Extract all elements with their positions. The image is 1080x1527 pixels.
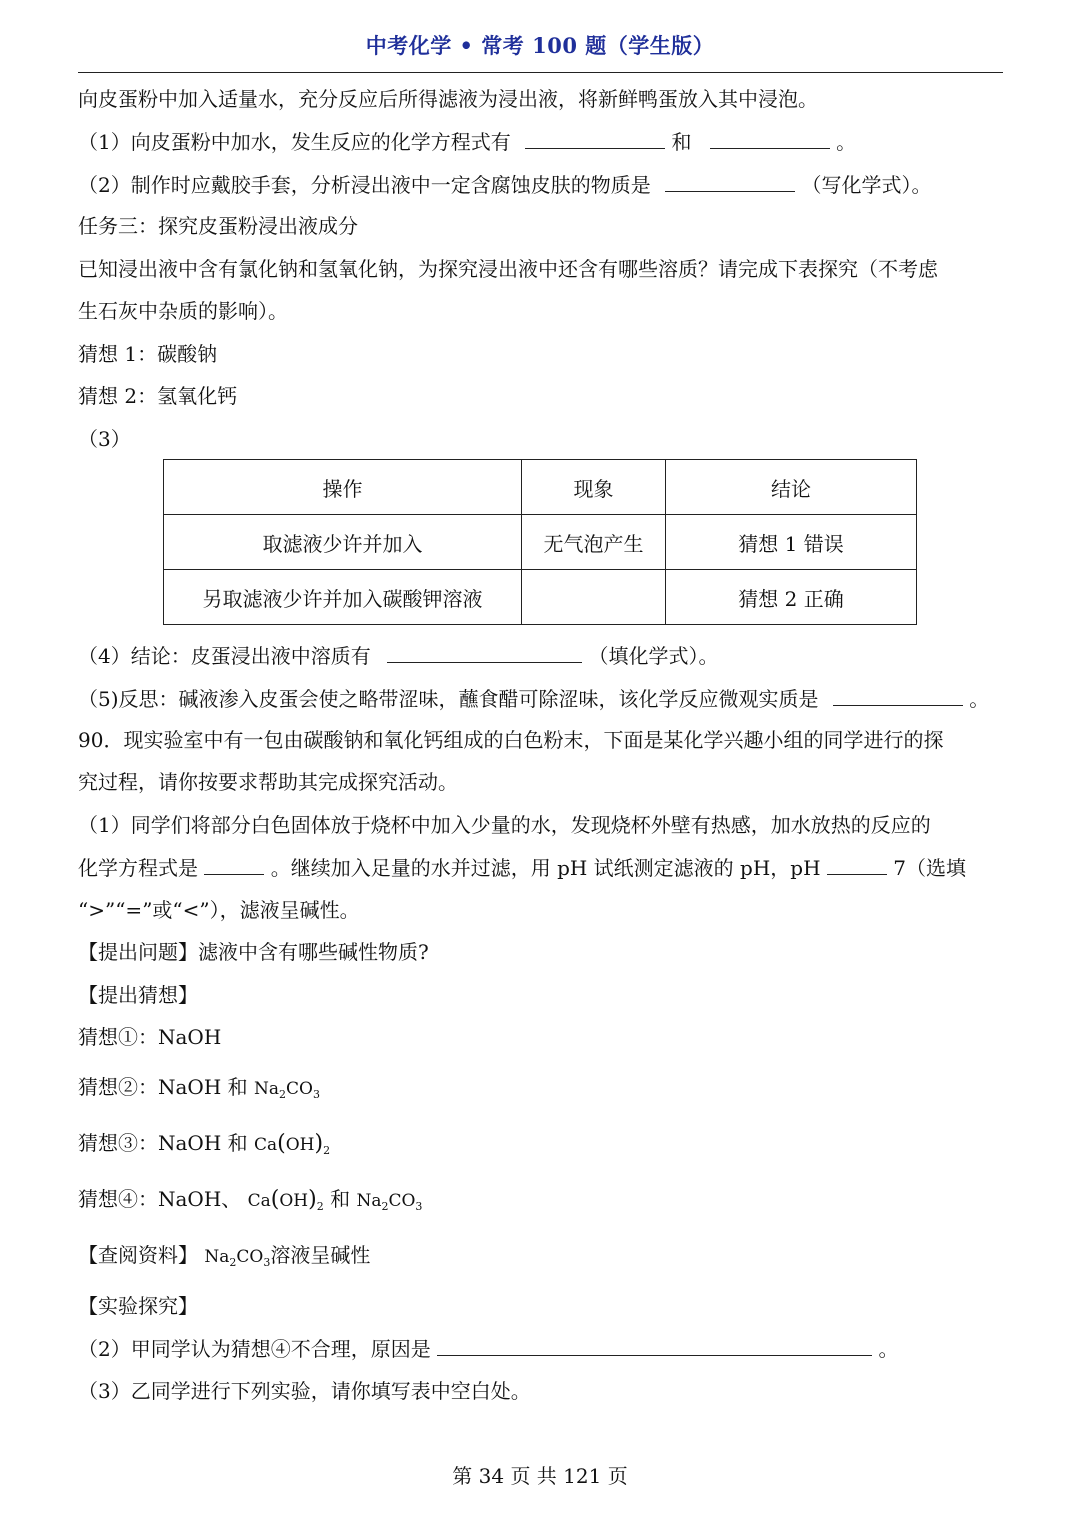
table-row bbox=[164, 570, 917, 625]
formula-part: Na bbox=[204, 1247, 230, 1267]
question-text: 。 bbox=[878, 1337, 899, 1361]
table-row bbox=[164, 515, 917, 570]
table-cell: 无气泡产生 bbox=[522, 515, 666, 570]
hypothesis-text: 和 bbox=[330, 1187, 351, 1211]
formula-part: Ca bbox=[247, 1191, 271, 1211]
paragraph-line: 向皮蛋粉中加入适量水，充分反应后所得滤液为浸出液，将新鲜鸭蛋放入其中浸泡。 bbox=[78, 87, 818, 111]
question-5 bbox=[78, 685, 989, 712]
formula-caoh2 bbox=[253, 1131, 331, 1157]
question-text: （2）甲同学认为猜想④不合理，原因是 bbox=[78, 1337, 431, 1361]
reference-line bbox=[78, 1242, 370, 1276]
hypothesis-text: 猜想④：NaOH、 bbox=[78, 1187, 242, 1211]
question-text: 和 bbox=[671, 130, 692, 154]
formula-paren: ( bbox=[270, 1187, 280, 1212]
answer-blank[interactable] bbox=[827, 854, 887, 875]
formula-subscript: 2 bbox=[323, 1144, 331, 1157]
section-heading: 【提出问题】滤液中含有哪些碱性物质? bbox=[78, 940, 429, 964]
answer-blank[interactable] bbox=[387, 642, 582, 663]
answer-blank[interactable] bbox=[833, 685, 963, 706]
formula-part: Na bbox=[253, 1079, 279, 1099]
formula-subscript: 2 bbox=[279, 1088, 286, 1101]
formula-part: CO bbox=[388, 1191, 416, 1211]
answer-blank[interactable] bbox=[204, 854, 264, 875]
formula-subscript: 3 bbox=[312, 1088, 320, 1101]
hypothesis-line: 猜想①：NaOH bbox=[78, 1025, 222, 1049]
question-1 bbox=[78, 128, 856, 155]
answer-blank[interactable] bbox=[525, 128, 665, 149]
question-3: （3） bbox=[78, 427, 131, 451]
question-2 bbox=[78, 171, 931, 198]
formula-na2co3 bbox=[356, 1191, 422, 1211]
question-90-2 bbox=[78, 1335, 898, 1362]
formula-part: Ca bbox=[253, 1135, 278, 1155]
section-heading: 【提出猜想】 bbox=[78, 983, 198, 1007]
reference-text: 溶液呈碱性 bbox=[270, 1243, 371, 1267]
table-cell: 猜想 2 正确 bbox=[666, 570, 917, 625]
hypothesis-line bbox=[78, 1130, 330, 1164]
question-text: （填化学式）。 bbox=[588, 644, 719, 668]
page-footer: 第 34 页 共 121 页 bbox=[452, 1464, 628, 1488]
table-cell: 另取滤液少许并加入碳酸钾溶液 bbox=[164, 570, 522, 625]
table-header-cell: 现象 bbox=[522, 460, 666, 515]
formula-caoh2 bbox=[247, 1187, 324, 1213]
experiment-table bbox=[163, 459, 917, 625]
formula-subscript: 3 bbox=[415, 1200, 423, 1213]
formula-part: OH bbox=[279, 1191, 309, 1211]
formula-part: Na bbox=[356, 1191, 382, 1211]
guess-line: 猜想 1：碳酸钠 bbox=[78, 342, 218, 366]
question-text: （写化学式）。 bbox=[801, 173, 932, 197]
section-heading: 【实验探究】 bbox=[78, 1294, 198, 1318]
question-text: 7（选填 bbox=[893, 856, 966, 880]
question-text: （2）制作时应戴胶手套，分析浸出液中一定含腐蚀皮肤的物质是 bbox=[78, 173, 651, 197]
question-text: 。 bbox=[969, 687, 990, 711]
formula-part: CO bbox=[236, 1247, 264, 1267]
table-header-cell: 结论 bbox=[666, 460, 917, 515]
question-text: （5)反思：碱液渗入皮蛋会使之略带涩味，蘸食醋可除涩味，该化学反应微观实质是 bbox=[78, 687, 819, 711]
question-text: （4）结论：皮蛋浸出液中溶质有 bbox=[78, 644, 371, 668]
guess-line: 猜想 2：氢氧化钙 bbox=[78, 384, 238, 408]
paragraph-line: “>”“=”或“<”），滤液呈碱性。 bbox=[78, 898, 360, 922]
hypothesis-text: 猜想②：NaOH 和 bbox=[78, 1075, 248, 1099]
reference-heading: 【查阅资料】 bbox=[78, 1243, 198, 1267]
paragraph-line: （1）同学们将部分白色固体放于烧杯中加入少量的水，发现烧杯外壁有热感，加水放热的反应的 bbox=[78, 813, 931, 837]
formula-subscript: 2 bbox=[316, 1200, 324, 1213]
hypothesis-text: 猜想③：NaOH 和 bbox=[78, 1131, 248, 1155]
formula-part: CO bbox=[286, 1079, 313, 1099]
paragraph-line: 已知浸出液中含有氯化钠和氢氧化钠，为探究浸出液中还含有哪些溶质？请完成下表探究（不考虑 bbox=[78, 257, 938, 281]
question-text: 化学方程式是 bbox=[78, 856, 198, 880]
hypothesis-line bbox=[78, 1074, 320, 1108]
paragraph-line: 生石灰中杂质的影响）。 bbox=[78, 299, 288, 323]
table-header-cell: 操作 bbox=[164, 460, 522, 515]
formula-paren: ) bbox=[314, 1131, 324, 1156]
hypothesis-line bbox=[78, 1186, 422, 1220]
table-cell: 取滤液少许并加入 bbox=[164, 515, 522, 570]
question-90-1 bbox=[78, 854, 966, 881]
question-4 bbox=[78, 642, 718, 669]
formula-subscript: 3 bbox=[263, 1256, 271, 1269]
page-header-title: 中考化学 • 常考 100 题（学生版） bbox=[365, 33, 715, 58]
formula-paren: ( bbox=[277, 1131, 286, 1156]
table-header-row bbox=[164, 460, 917, 515]
header-divider bbox=[78, 72, 1003, 73]
formula-subscript: 2 bbox=[381, 1200, 389, 1213]
question-90-3: （3）乙同学进行下列实验，请你填写表中空白处。 bbox=[78, 1379, 531, 1403]
formula-na2co3 bbox=[254, 1079, 320, 1099]
question-text: （1）向皮蛋粉中加水，发生反应的化学方程式有 bbox=[78, 130, 511, 154]
question-text: 。继续加入足量的水并过滤，用 pH 试纸测定滤液的 pH，pH bbox=[270, 856, 821, 880]
answer-blank[interactable] bbox=[437, 1335, 872, 1356]
paragraph-line: 90．现实验室中有一包由碳酸钠和氧化钙组成的白色粉末，下面是某化学兴趣小组的同学进行的探 bbox=[78, 728, 944, 752]
table-cell-empty[interactable] bbox=[522, 570, 666, 625]
formula-subscript: 2 bbox=[229, 1256, 237, 1269]
question-text: 。 bbox=[836, 130, 857, 154]
formula-part: OH bbox=[285, 1135, 315, 1155]
formula-paren: ) bbox=[308, 1187, 317, 1212]
formula-na2co3 bbox=[204, 1247, 270, 1267]
table-cell: 猜想 1 错误 bbox=[666, 515, 917, 570]
answer-blank[interactable] bbox=[710, 128, 830, 149]
answer-blank[interactable] bbox=[665, 171, 795, 192]
paragraph-line: 究过程，请你按要求帮助其完成探究活动。 bbox=[78, 770, 458, 794]
task-heading: 任务三：探究皮蛋粉浸出液成分 bbox=[78, 214, 358, 238]
